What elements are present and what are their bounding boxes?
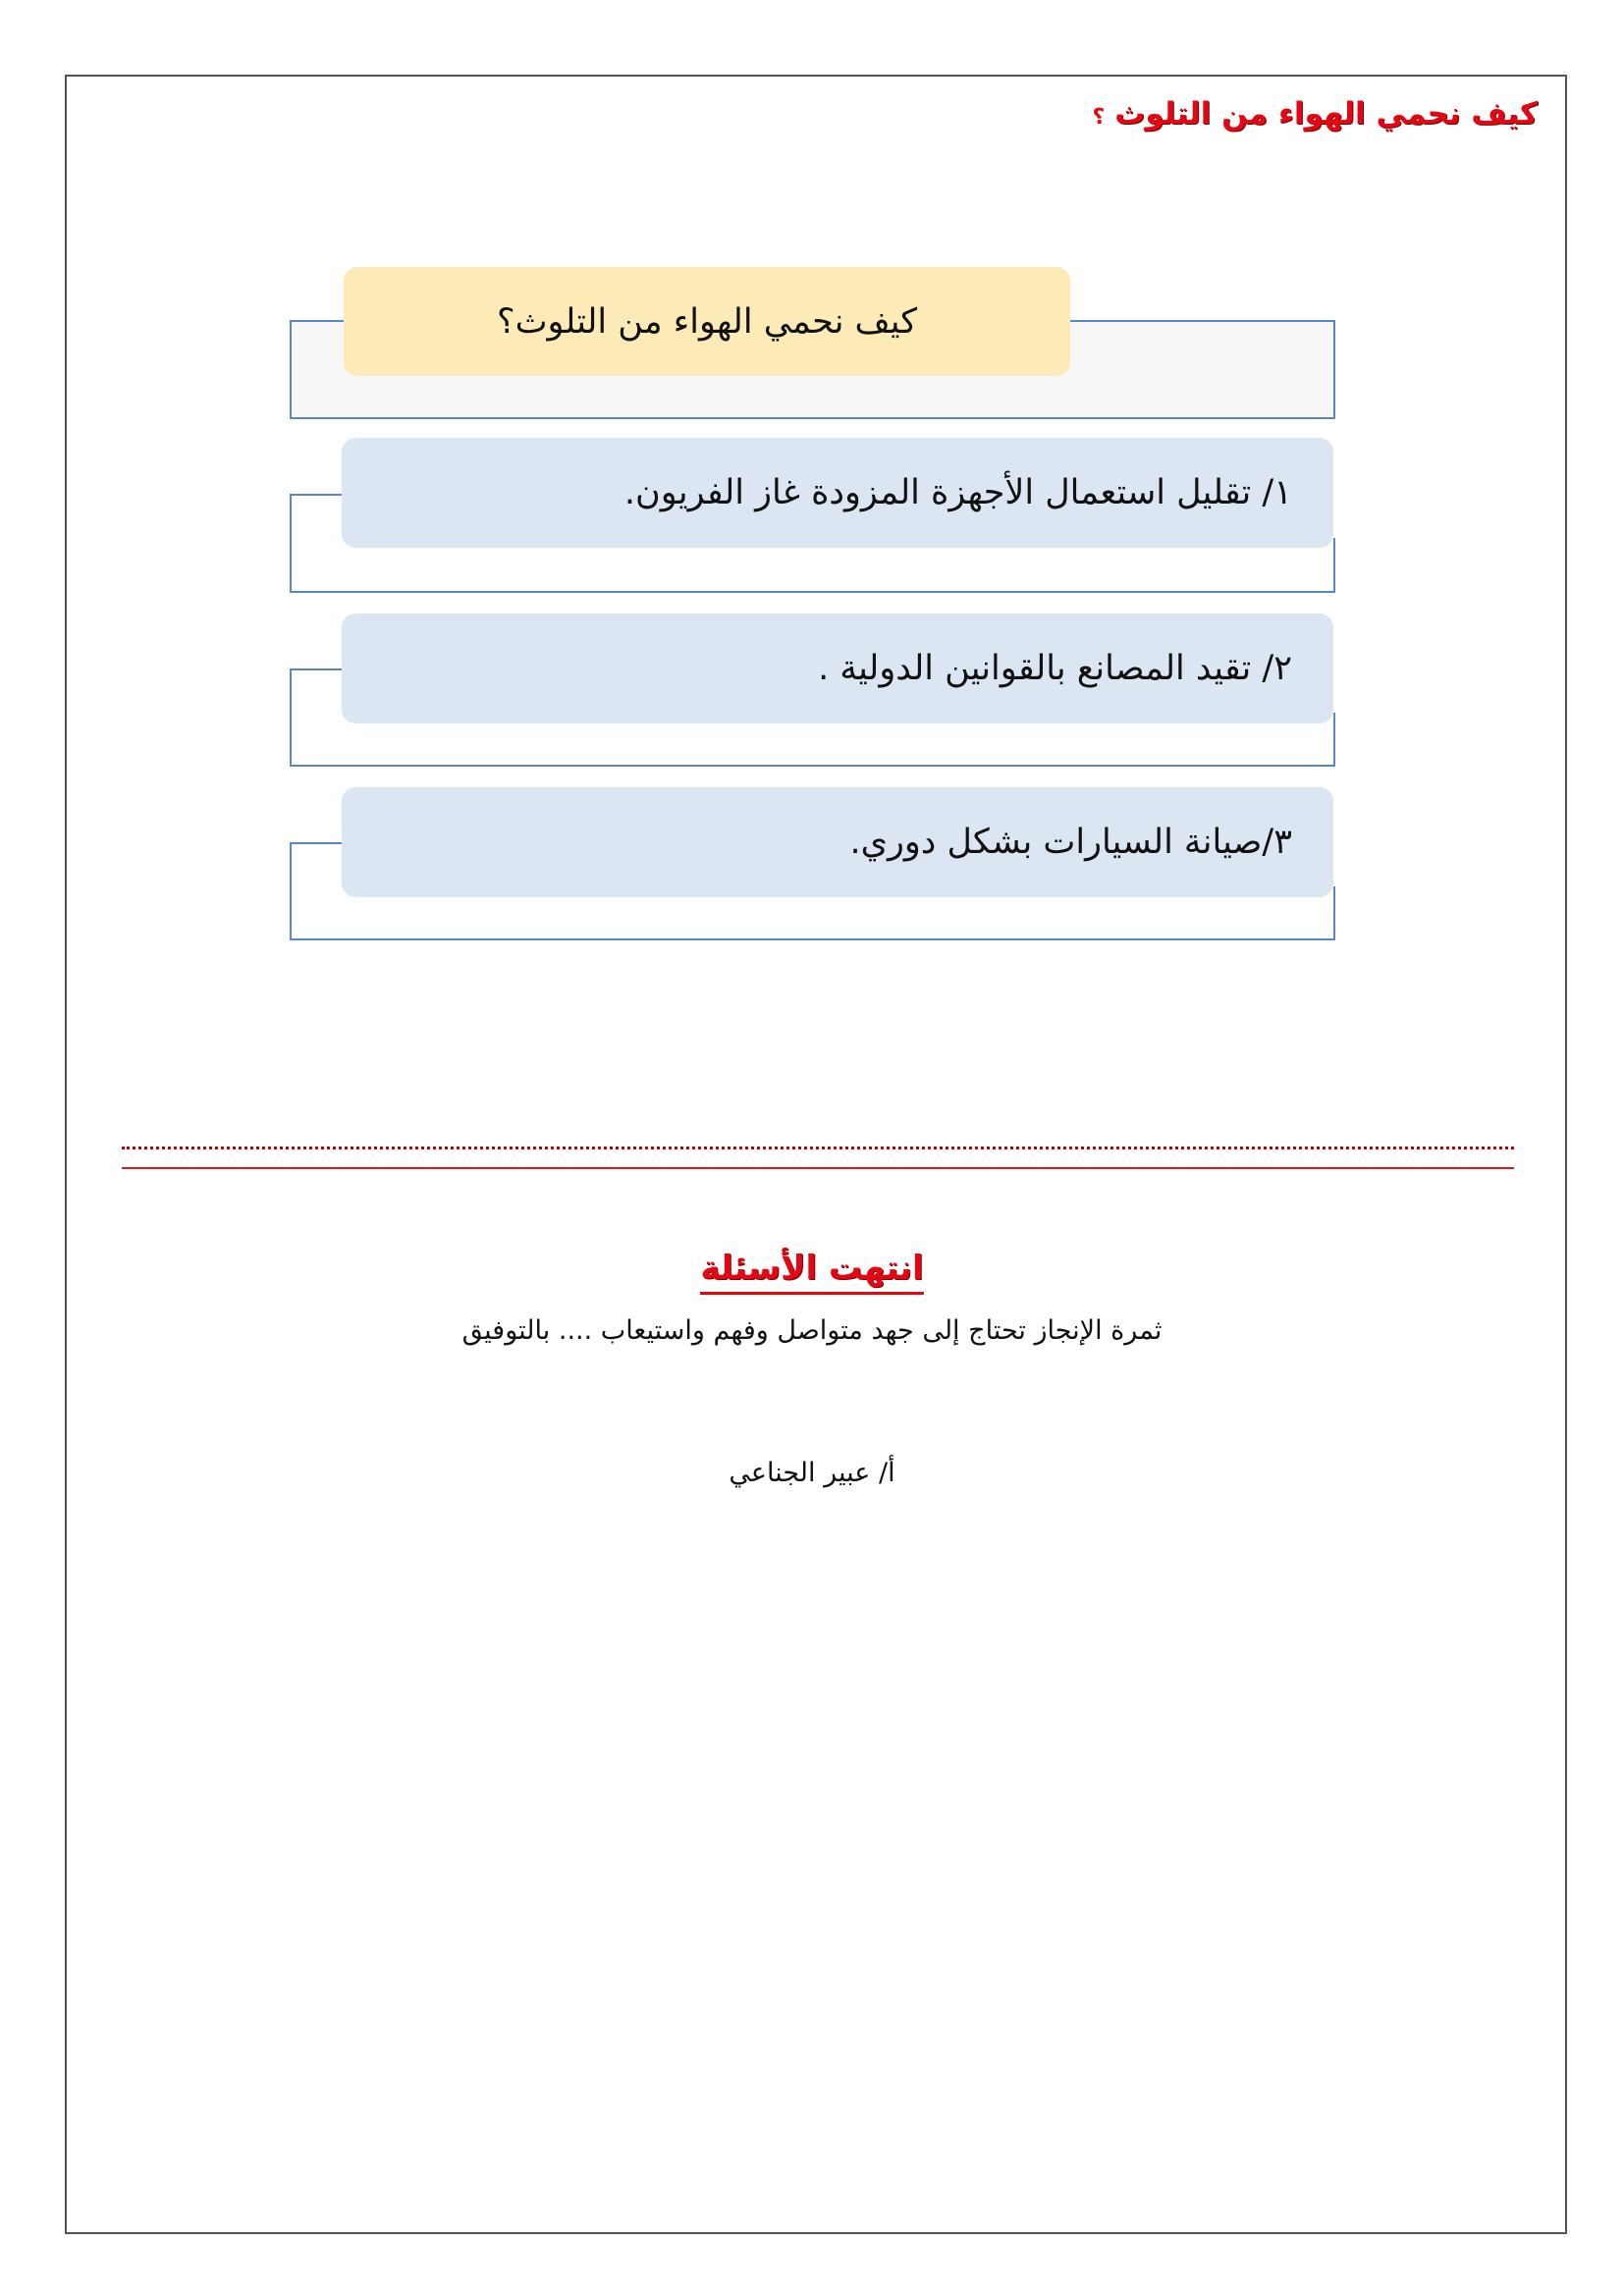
list-item-3 — [342, 787, 1333, 897]
item-3-bracket-bottom — [290, 938, 1335, 940]
author: أ/ عبير الجناعي — [729, 1458, 895, 1488]
item-1-bracket-left — [290, 494, 349, 593]
item-2-bracket-right — [1333, 713, 1335, 767]
red-separator — [122, 1167, 1514, 1169]
diagram-heading-text: كيف نحمي الهواء من التلوث؟ — [497, 301, 918, 342]
heading-bracket-left — [290, 320, 344, 419]
end-title — [0, 1249, 1624, 1295]
list-item-1-text: ١/ تقليل استعمال الأجهزة المزودة غاز الفريون. — [623, 473, 1292, 512]
motto: ثمرة الإنجاز تحتاج إلى جهد متواصل وفهم واستيعاب .... بالتوفيق — [461, 1315, 1163, 1346]
page-title-question-mark: ؟ — [1092, 105, 1106, 130]
end-title-text: انتهت الأسئلة — [700, 1249, 923, 1295]
heading-bracket-right — [1070, 320, 1335, 419]
page-title: كيف نحمي الهواء من التلوث — [1114, 96, 1538, 132]
item-1-bracket-right — [1333, 538, 1335, 593]
item-1-bracket-bottom — [290, 591, 1335, 593]
list-item-3-text: ٣/صيانة السيارات بشكل دوري. — [849, 823, 1292, 862]
item-3-bracket-right — [1333, 886, 1335, 940]
list-item-2-text: ٢/ تقيد المصانع بالقوانين الدولية . — [818, 649, 1292, 688]
list-item-2 — [342, 614, 1333, 723]
page-title-row — [1092, 96, 1538, 132]
item-2-bracket-left — [290, 668, 349, 767]
heading-bracket-bottom — [290, 417, 1335, 419]
item-2-bracket-bottom — [290, 765, 1335, 767]
list-item-1 — [342, 438, 1333, 548]
diagram-heading — [344, 267, 1070, 376]
dotted-separator — [122, 1147, 1514, 1149]
item-3-bracket-left — [290, 842, 349, 940]
